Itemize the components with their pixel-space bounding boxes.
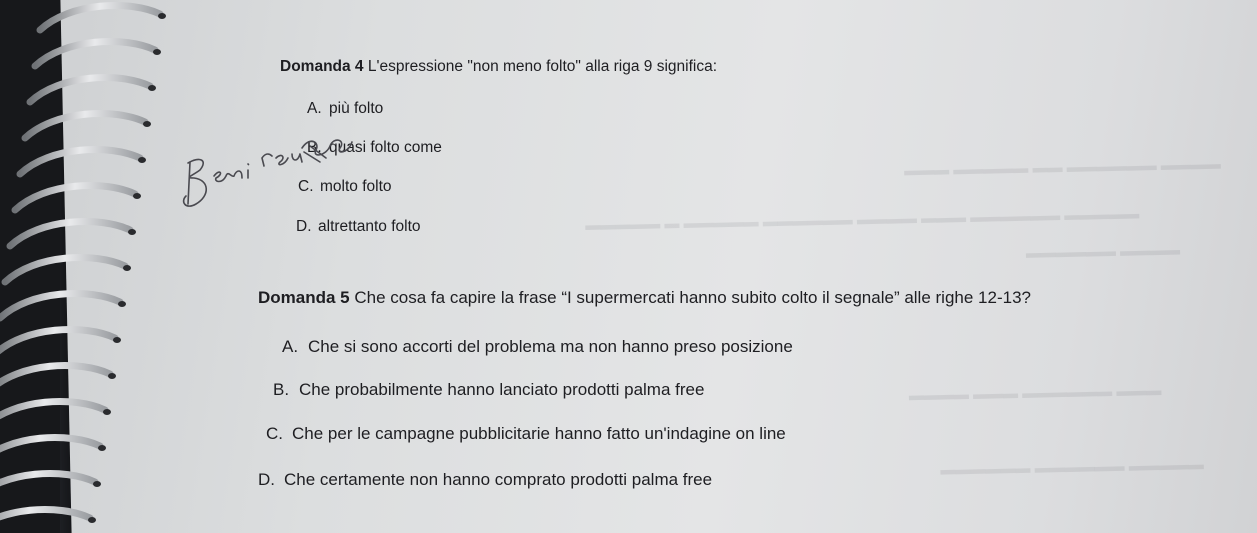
option-text: Che probabilmente hanno lanciato prodotti palma free (299, 380, 705, 399)
punch-hole (103, 409, 111, 415)
punch-hole (138, 157, 146, 163)
punch-hole (158, 13, 166, 19)
question-5-text: Che cosa fa capire la frase “I supermercati hanno subito colto il segnale” alle righe 12-13? (354, 288, 1031, 307)
option-text: quasi folto come (329, 139, 442, 156)
question-4-prompt (280, 58, 717, 76)
question-5-option-d[interactable] (258, 470, 712, 490)
option-letter: C. (266, 424, 283, 443)
punch-hole (108, 373, 116, 379)
option-text: Che certamente non hanno comprato prodotti palma free (284, 470, 713, 489)
punch-hole (123, 265, 131, 271)
punch-hole (113, 337, 121, 343)
question-4-option-d[interactable] (296, 218, 421, 236)
spiral-binding (0, 0, 210, 533)
option-letter: B. (273, 380, 290, 399)
bleed-through-1: ▬▬▬ ▬▬▬▬▬ ▬▬ ▬▬▬▬▬▬ ▬▬▬▬ (904, 155, 1221, 180)
bleed-through-5: ▬▬▬▬▬▬ ▬▬▬▬▬▬ ▬▬▬▬▬ (940, 456, 1204, 479)
punch-hole (128, 229, 136, 235)
punch-hole (133, 193, 141, 199)
option-text: altrettanto folto (318, 218, 421, 235)
bleed-through-4: ▬▬▬▬ ▬▬▬ ▬▬▬▬▬▬ ▬▬▬ (908, 382, 1162, 405)
question-5-label: Domanda 5 (258, 288, 350, 307)
punch-hole (98, 445, 106, 451)
question-5-option-b[interactable] (273, 380, 704, 400)
paper-page (60, 0, 1257, 533)
punch-hole (143, 121, 151, 127)
question-5-option-c[interactable] (266, 424, 786, 444)
question-4-text: L'espressione "non meno folto" alla riga 9 significa: (367, 58, 718, 75)
option-text: più folto (329, 100, 384, 117)
punch-hole (118, 301, 126, 307)
punch-hole (93, 481, 101, 487)
handwritten-note (170, 118, 360, 218)
bleed-through-3: ▬▬▬▬▬▬ ▬▬▬▬ (1025, 241, 1181, 262)
option-letter: D. (296, 218, 312, 235)
bleed-through-2: ▬▬▬▬▬ ▬ ▬▬▬▬▬ ▬▬▬▬▬▬ ▬▬▬▬ ▬▬▬ ▬▬▬▬▬▬ ▬▬▬▬▬ (585, 205, 1140, 235)
punch-hole (88, 517, 96, 523)
option-text: Che si sono accorti del problema ma non hanno preso posizione (308, 337, 793, 356)
punch-hole (153, 49, 161, 55)
option-text: Che per le campagne pubblicitarie hanno fatto un'indagine on line (292, 424, 786, 443)
option-letter: A. (307, 100, 322, 117)
question-4-label: Domanda 4 (280, 58, 364, 75)
punch-hole (148, 85, 156, 91)
question-5-prompt (258, 288, 1031, 308)
option-letter: D. (258, 470, 275, 489)
option-letter: B. (307, 139, 322, 156)
option-letter: C. (298, 178, 314, 195)
question-4-option-a[interactable] (307, 100, 383, 118)
option-text: molto folto (320, 178, 392, 195)
option-letter: A. (282, 337, 299, 356)
question-5-option-a[interactable] (282, 337, 793, 357)
